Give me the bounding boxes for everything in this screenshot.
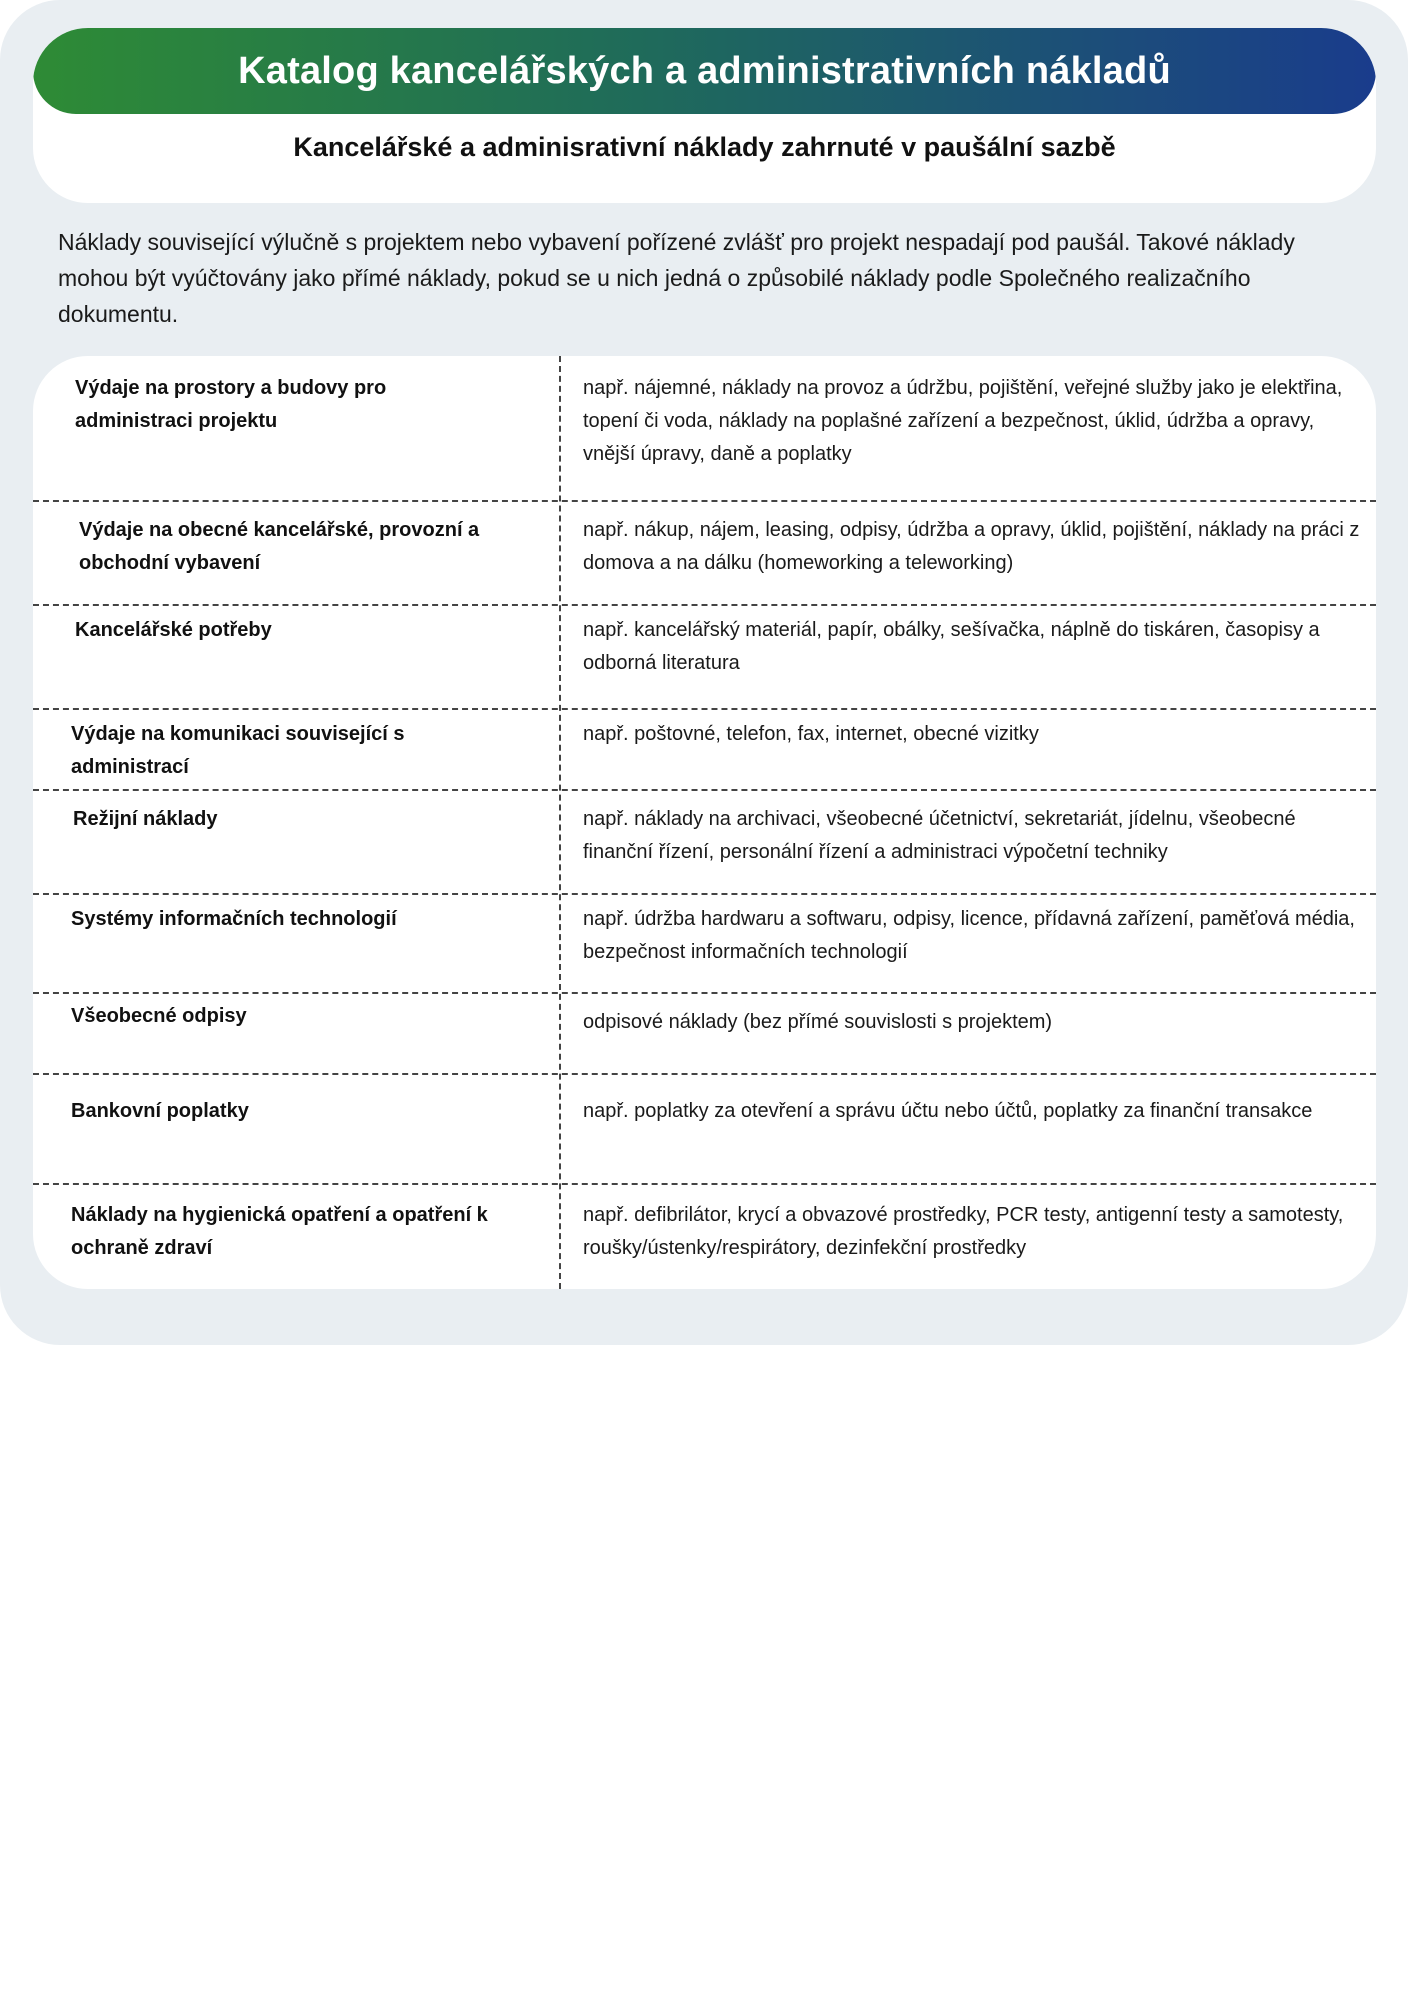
row-category: Režijní náklady [73, 808, 218, 830]
row-description: např. náklady na archivaci, všeobecné účetnictví, sekretariát, jídelnu, všeobecné finanční řízení, personální řízení a administraci výpočetní techniky [583, 808, 1296, 863]
row-description: např. defibrilátor, krycí a obvazové prostředky, PCR testy, antigenní testy a samotesty, roušky/ústenky/respirátory, dezinfekční prostředky [583, 1204, 1344, 1259]
row-category: Bankovní poplatky [71, 1100, 249, 1122]
row-category: Výdaje na komunikaci související s administrací [71, 723, 405, 778]
row-description: např. nájemné, náklady na provoz a údržbu, pojištění, veřejné služby jako je elektřina, topení či voda, náklady na poplašné zařízení a bezpečnost, úklid, údržba a opravy, vnější úpravy, daně a poplatky [583, 377, 1343, 465]
cost-table [33, 356, 1376, 1289]
intro-paragraph: Náklady související výlučně s projektem nebo vybavení pořízené zvlášť pro projekt nespadají pod paušál. Takové náklady mohou být vyúčtovány jako přímé náklady, pokud se u nich jedná o způsobilé náklady podle Společného realizačního dokumentu. [58, 229, 1295, 327]
row-separator [33, 604, 1376, 606]
header-card [33, 28, 1376, 203]
row-separator [33, 789, 1376, 791]
row-category: Systémy informačních technologií [71, 908, 397, 930]
row-description: odpisové náklady (bez přímé souvislosti s projektem) [583, 1011, 1053, 1033]
title-banner [33, 28, 1376, 114]
row-separator [33, 893, 1376, 895]
row-category: Výdaje na obecné kancelářské, provozní a obchodní vybavení [79, 519, 480, 574]
row-separator [33, 500, 1376, 502]
row-description: např. kancelářský materiál, papír, obálky, sešívačka, náplně do tiskáren, časopisy a odborná literatura [583, 619, 1320, 674]
row-separator [33, 1183, 1376, 1185]
row-description: např. nákup, nájem, leasing, odpisy, údržba a opravy, úklid, pojištění, náklady na práci z domova a na dálku (homeworking a teleworking) [583, 519, 1360, 574]
row-category: Kancelářské potřeby [75, 619, 272, 641]
page-subtitle: Kancelářské a adminisrativní náklady zahrnuté v paušální sazbě [293, 132, 1116, 162]
page-title: Katalog kancelářských a administrativních nákladů [238, 49, 1171, 92]
row-description: např. poplatky za otevření a správu účtu nebo účtů, poplatky za finanční transakce [583, 1100, 1313, 1122]
row-separator [33, 708, 1376, 710]
row-category: Náklady na hygienická opatření a opatření k ochraně zdraví [71, 1204, 488, 1259]
row-description: např. poštovné, telefon, fax, internet, obecné vizitky [583, 723, 1039, 745]
row-category: Výdaje na prostory a budovy pro administraci projektu [75, 377, 387, 432]
column-divider [559, 356, 561, 1289]
row-description: např. údržba hardwaru a softwaru, odpisy, licence, přídavná zařízení, paměťová média, bezpečnost informačních technologií [583, 908, 1355, 963]
row-separator [33, 992, 1376, 994]
row-category: Všeobecné odpisy [71, 1005, 247, 1027]
row-separator [33, 1073, 1376, 1075]
